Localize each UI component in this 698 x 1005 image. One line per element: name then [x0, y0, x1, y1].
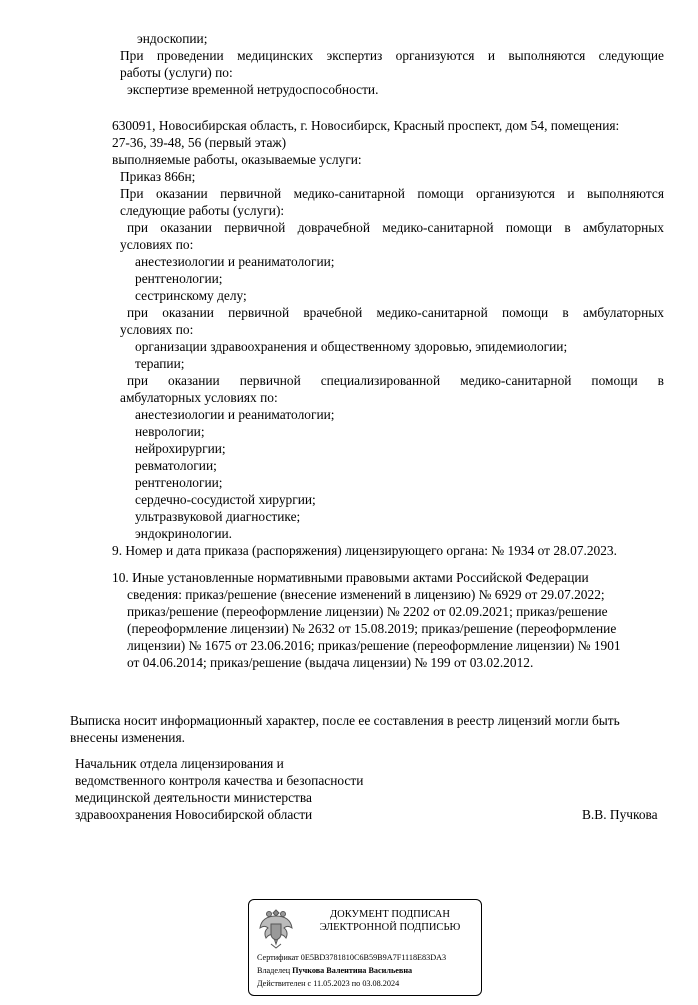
- list-item: анестезиологии и реаниматологии;: [135, 254, 335, 269]
- text-line: При проведении медицинских экспертиз организуются и выполняются следующие: [120, 48, 664, 63]
- stamp-validity: Действителен с 11.05.2023 по 03.08.2024: [257, 979, 400, 988]
- text-line: эндоскопии;: [137, 31, 208, 46]
- notice-line: Выписка носит информационный характер, после ее составления в реестр лицензий могли быть: [70, 713, 620, 728]
- item-10-line: от 04.06.2014; приказ/решение (выдача лицензии) № 199 от 03.02.2012.: [127, 655, 534, 670]
- text-line: экспертизе временной нетрудоспособности.: [127, 82, 379, 97]
- signatory-title: здравоохранения Новосибирской области: [75, 807, 313, 822]
- text-line: амбулаторных условиях по:: [120, 390, 278, 405]
- text-line: при оказании первичной специализированной медико-санитарной помощи в: [127, 373, 664, 388]
- list-item: рентгенологии;: [135, 271, 223, 286]
- stamp-owner: Владелец Пучкова Валентина Васильевна: [257, 966, 413, 975]
- text-line: условиях по:: [120, 322, 194, 337]
- text-line: При оказании первичной медико-санитарной помощи организуются и выполняются: [120, 186, 664, 201]
- item-10-line: приказ/решение (переоформление лицензии) № 2202 от 02.09.2021; приказ/решение: [127, 604, 608, 619]
- text-line: следующие работы (услуги):: [120, 203, 285, 218]
- text-line: работы (услуги) по:: [120, 65, 233, 80]
- list-item: ревматологии;: [135, 458, 217, 473]
- stamp-header: ДОКУМЕНТ ПОДПИСАН: [330, 909, 450, 920]
- notice-line: внесены изменения.: [70, 730, 185, 745]
- address-line: 630091, Новосибирская область, г. Новосибирск, Красный проспект, дом 54, помещения:: [112, 118, 620, 133]
- signatory-name: В.В. Пучкова: [582, 807, 658, 822]
- item-10-line: сведения: приказ/решение (внесение изменений в лицензию) № 6929 от 29.07.2022;: [127, 587, 605, 602]
- text-line: выполняемые работы, оказываемые услуги:: [112, 152, 362, 167]
- coat-of-arms-icon: [257, 906, 295, 950]
- list-item: эндокринологии.: [135, 526, 233, 541]
- item-10-line: 10. Иные установленные нормативными правовыми актами Российской Федерации: [112, 570, 589, 585]
- signatory-title: медицинской деятельности министерства: [75, 790, 312, 805]
- signatory-title: ведомственного контроля качества и безопасности: [75, 773, 364, 788]
- list-item: ультразвуковой диагностике;: [135, 509, 301, 524]
- stamp-header: ЭЛЕКТРОННОЙ ПОДПИСЬЮ: [319, 921, 461, 933]
- item-9: 9. Номер и дата приказа (распоряжения) лицензирующего органа: № 1934 от 28.07.2023.: [112, 543, 617, 558]
- list-item: организации здравоохранения и общественному здоровью, эпидемиологии;: [135, 339, 568, 354]
- list-item: анестезиологии и реаниматологии;: [135, 407, 335, 422]
- item-10-line: лицензии) № 1675 от 23.06.2016; приказ/решение (переоформление лицензии) № 1901: [127, 638, 621, 653]
- address-line: 27-36, 39-48, 56 (первый этаж): [112, 135, 287, 150]
- list-item: сестринскому делу;: [135, 288, 247, 303]
- list-item: сердечно-сосудистой хирургии;: [135, 492, 316, 507]
- text-line: Приказ 866н;: [120, 169, 196, 184]
- text-line: при оказании первичной доврачебной медико-санитарной помощи в амбулаторных: [127, 220, 664, 235]
- stamp-certificate: Сертификат 0E5BD3781810C6B59B9A7F1118E83DA3: [257, 953, 447, 962]
- list-item: нейрохирургии;: [135, 441, 226, 456]
- e-signature-stamp: [248, 899, 482, 996]
- signatory-title: Начальник отдела лицензирования и: [75, 756, 284, 771]
- list-item: неврологии;: [135, 424, 205, 439]
- item-10-line: (переоформление лицензии) № 2632 от 15.08.2019; приказ/решение (переоформление: [127, 621, 617, 636]
- text-line: условиях по:: [120, 237, 194, 252]
- list-item: терапии;: [135, 356, 185, 371]
- list-item: рентгенологии;: [135, 475, 223, 490]
- text-line: при оказании первичной врачебной медико-санитарной помощи в амбулаторных: [127, 305, 664, 320]
